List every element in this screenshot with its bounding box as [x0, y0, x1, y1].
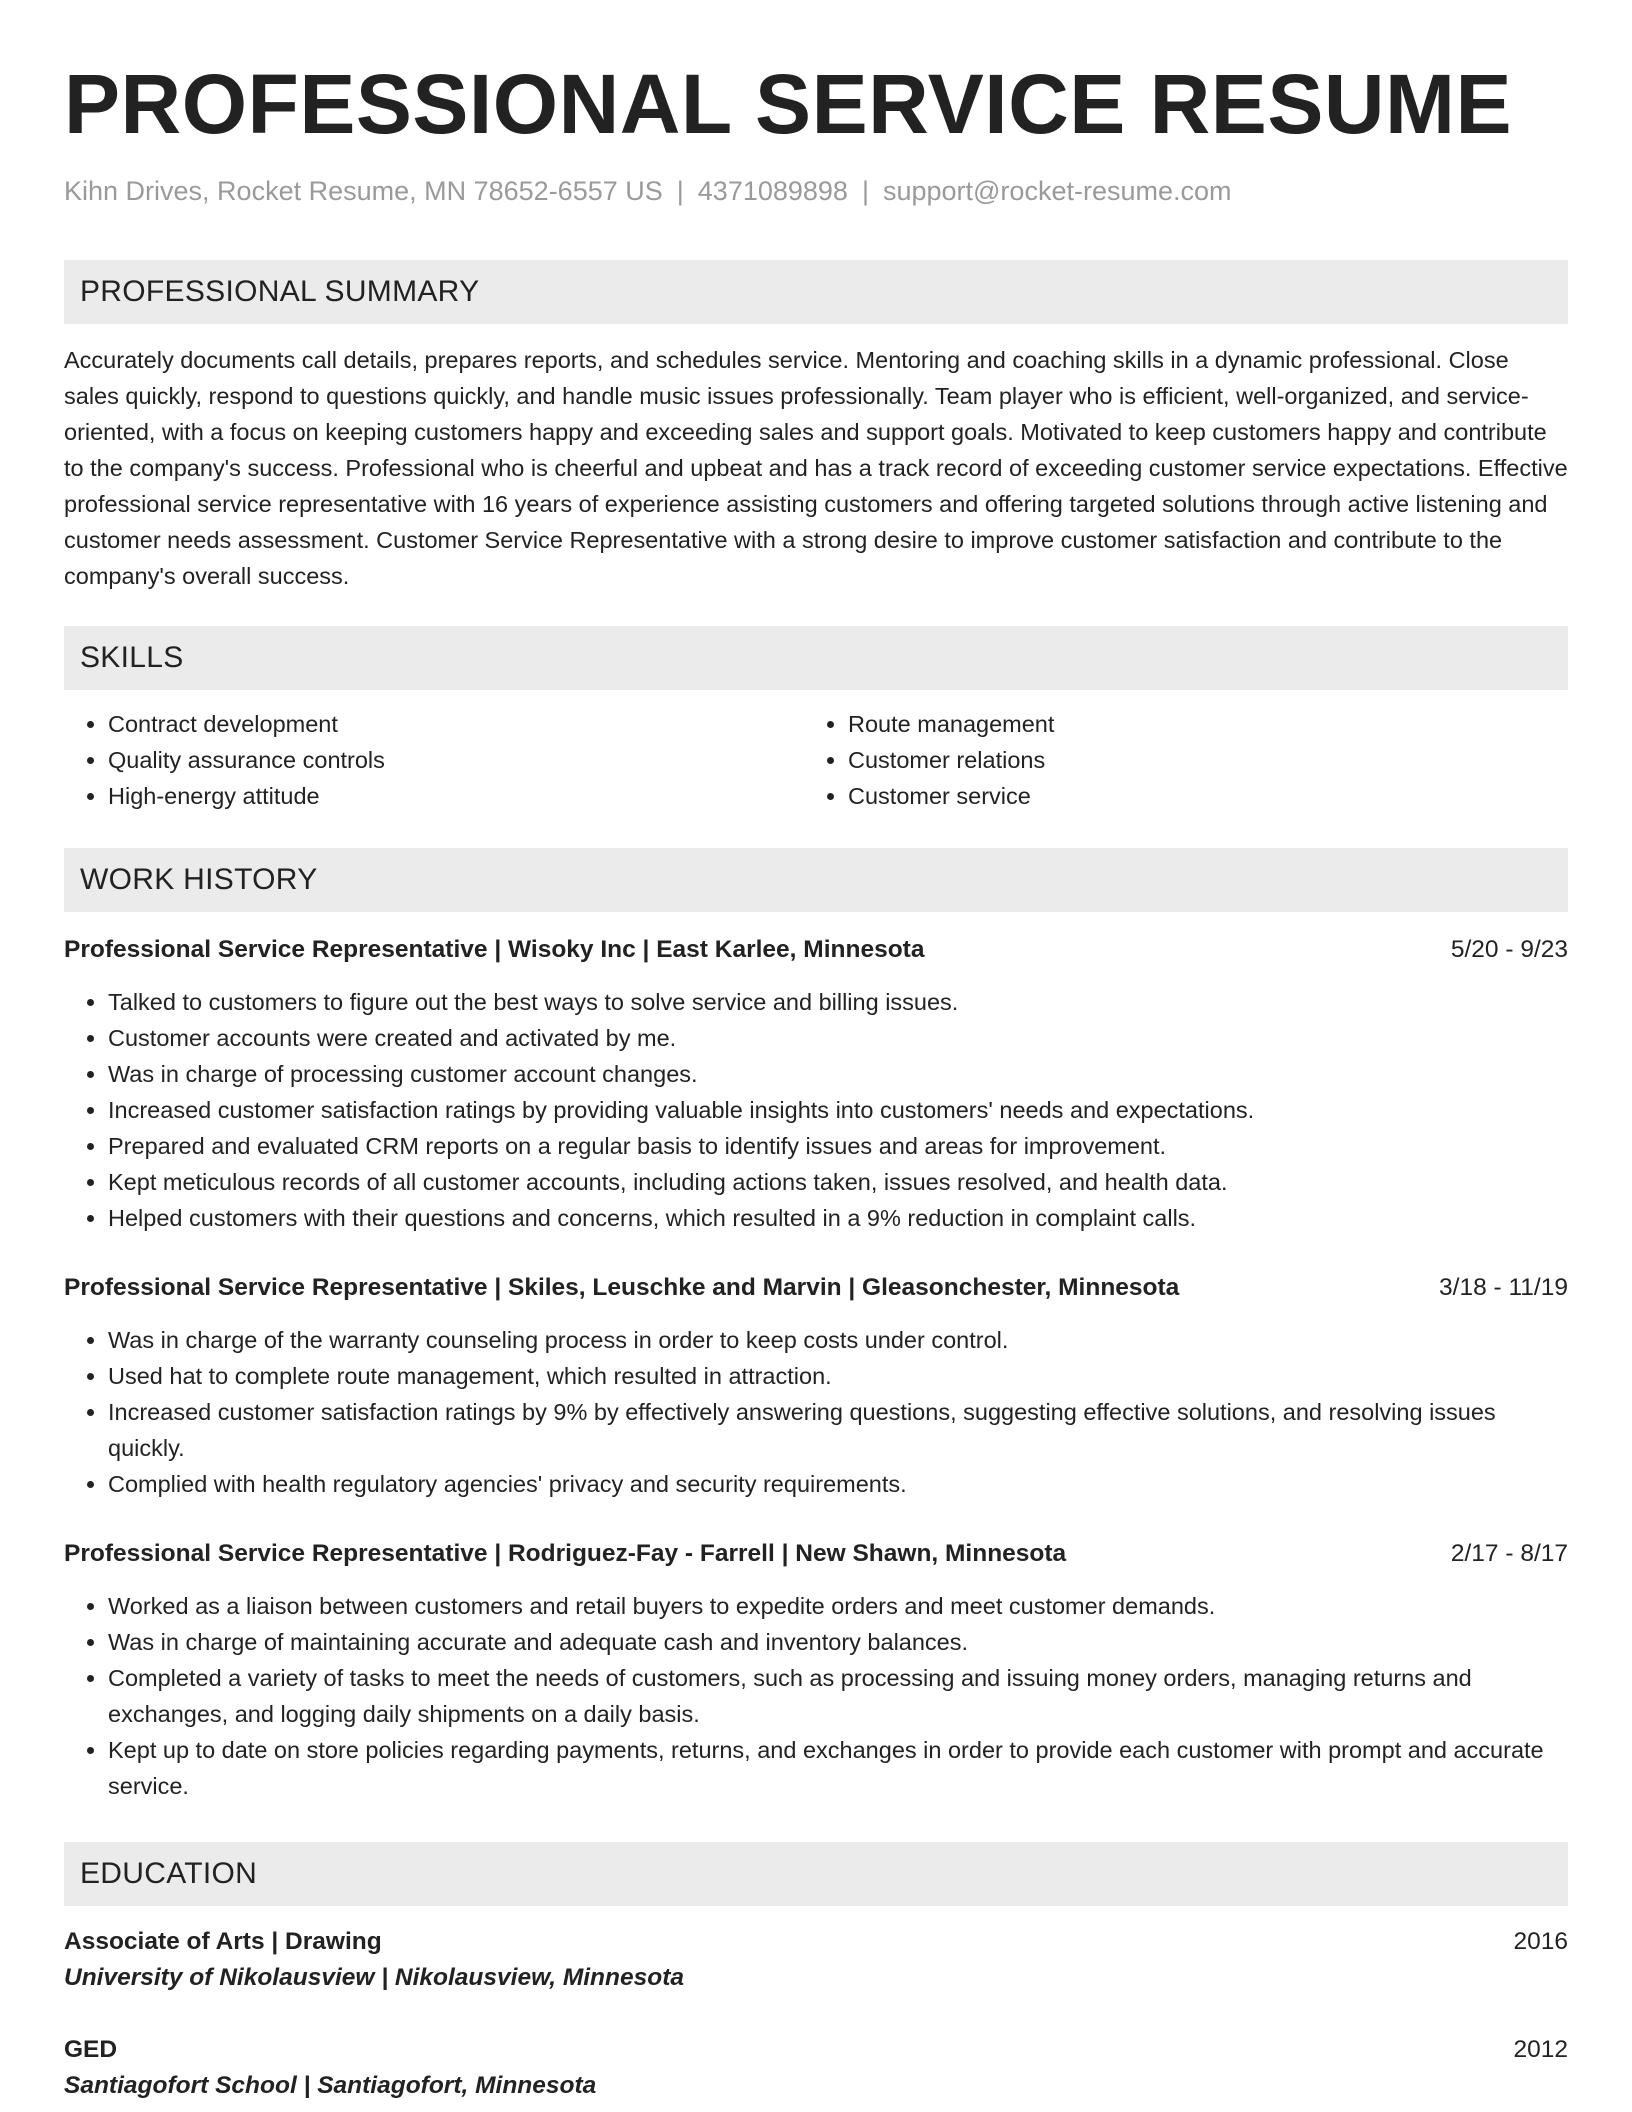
job-bullet: • Customer accounts were created and activated by me. [108, 1020, 1568, 1056]
summary-heading: PROFESSIONAL SUMMARY [64, 260, 1568, 324]
job-title: Professional Service Representative | Wisoky Inc | East Karlee, Minnesota [64, 936, 925, 963]
job-bullet: • Worked as a liaison between customers and retail buyers to expedite orders and meet customer demands. [108, 1588, 1568, 1624]
job-bullet: • Increased customer satisfaction ratings by 9% by effectively answering questions, suggesting effective solutions, and resolving issues quickly. [108, 1394, 1568, 1466]
contact-email: support@rocket-resume.com [882, 176, 1232, 206]
education-heading: EDUCATION [64, 1842, 1568, 1906]
resume-title: PROFESSIONAL SERVICE RESUME [64, 57, 1513, 151]
job-title: Professional Service Representative | Skiles, Leuschke and Marvin | Gleasonchester, Minnesota [64, 1274, 1180, 1301]
skill-item: • Route management [848, 706, 1544, 742]
work-history-heading: WORK HISTORY [64, 848, 1568, 912]
job-bullet: • Increased customer satisfaction ratings by providing valuable insights into customers' needs and expectations. [108, 1092, 1568, 1128]
job-entry [64, 1270, 1568, 1502]
skill-item: • High-energy attitude [108, 778, 804, 814]
job-bullet: • Was in charge of processing customer account changes. [108, 1056, 1568, 1092]
job-bullets [64, 1588, 1568, 1804]
skills-column-left [64, 706, 804, 814]
job-date: 5/20 - 9/23 [1450, 936, 1568, 963]
contact-line [64, 174, 1568, 208]
contact-separator: | [861, 176, 869, 206]
job-date: 2/17 - 8/17 [1450, 1540, 1568, 1567]
job-bullet: • Talked to customers to figure out the best ways to solve service and billing issues. [108, 984, 1568, 1020]
skills-column-right [804, 706, 1544, 814]
skill-item: • Quality assurance controls [108, 742, 804, 778]
skills-heading: SKILLS [64, 626, 1568, 690]
job-bullet: • Completed a variety of tasks to meet the needs of customers, such as processing and issuing money orders, managing returns and exchanges, and logging daily shipments on a daily basis. [108, 1660, 1568, 1732]
contact-separator: | [676, 176, 684, 206]
job-bullets [64, 984, 1568, 1236]
job-bullet: • Used hat to complete route management, which resulted in attraction. [108, 1358, 1568, 1394]
job-header [64, 1270, 1568, 1306]
education-header [64, 1924, 1568, 1960]
education-degree: Associate of Arts | Drawing [64, 1928, 382, 1955]
job-bullet: • Was in charge of the warranty counseling process in order to keep costs under control. [108, 1322, 1568, 1358]
contact-address: Kihn Drives, Rocket Resume, MN 78652-6557 US [64, 176, 663, 206]
education-entry [64, 1924, 1568, 1996]
education-header [64, 2032, 1568, 2068]
summary-text: Accurately documents call details, prepares reports, and schedules service. Mentoring and coaching skills in a dynamic professional. Close sales quickly, respond to questions quickly, and handle music issues professionally. Team player who is efficient, well-organized, and service-oriented, with a focus on keeping customers happy and exceeding sales and support goals. Motivated to keep customers happy and contribute to the company's success. Professional who is cheerful and upbeat and has a track record of exceeding customer service expectations. Effective professional service representative with 16 years of experience assisting customers and offering targeted solutions through active listening and customer needs assessment. Customer Service Representative with a strong desire to improve customer satisfaction and contribute to the company's overall success. [64, 347, 1568, 589]
skills-list [64, 706, 1568, 814]
skill-item: • Customer relations [848, 742, 1544, 778]
education-school: Santiagofort School | Santiagofort, Minnesota [64, 2072, 597, 2099]
job-bullet: • Complied with health regulatory agencies' privacy and security requirements. [108, 1466, 1568, 1502]
education-entry [64, 2032, 1568, 2104]
job-header [64, 932, 1568, 968]
job-bullets [64, 1322, 1568, 1502]
contact-phone: 4371089898 [697, 176, 848, 206]
job-bullet: • Kept meticulous records of all customer accounts, including actions taken, issues resolved, and health data. [108, 1164, 1568, 1200]
job-bullet: • Kept up to date on store policies regarding payments, returns, and exchanges in order to provide each customer with prompt and accurate service. [108, 1732, 1568, 1804]
job-header [64, 1536, 1568, 1572]
job-bullet: • Helped customers with their questions and concerns, which resulted in a 9% reduction in complaint calls. [108, 1200, 1568, 1236]
education-year: 2016 [1513, 1928, 1568, 1955]
skill-item: • Customer service [848, 778, 1544, 814]
job-entry [64, 1536, 1568, 1804]
education-degree: GED [64, 2036, 118, 2063]
job-bullet: • Prepared and evaluated CRM reports on a regular basis to identify issues and areas for improvement. [108, 1128, 1568, 1164]
job-entry [64, 932, 1568, 1236]
education-school: University of Nikolausview | Nikolausview, Minnesota [64, 1964, 684, 1991]
job-bullet: • Was in charge of maintaining accurate and adequate cash and inventory balances. [108, 1624, 1568, 1660]
job-title: Professional Service Representative | Rodriguez-Fay - Farrell | New Shawn, Minnesota [64, 1540, 1067, 1567]
education-year: 2012 [1513, 2036, 1568, 2063]
skill-item: • Contract development [108, 706, 804, 742]
job-date: 3/18 - 11/19 [1439, 1274, 1568, 1301]
